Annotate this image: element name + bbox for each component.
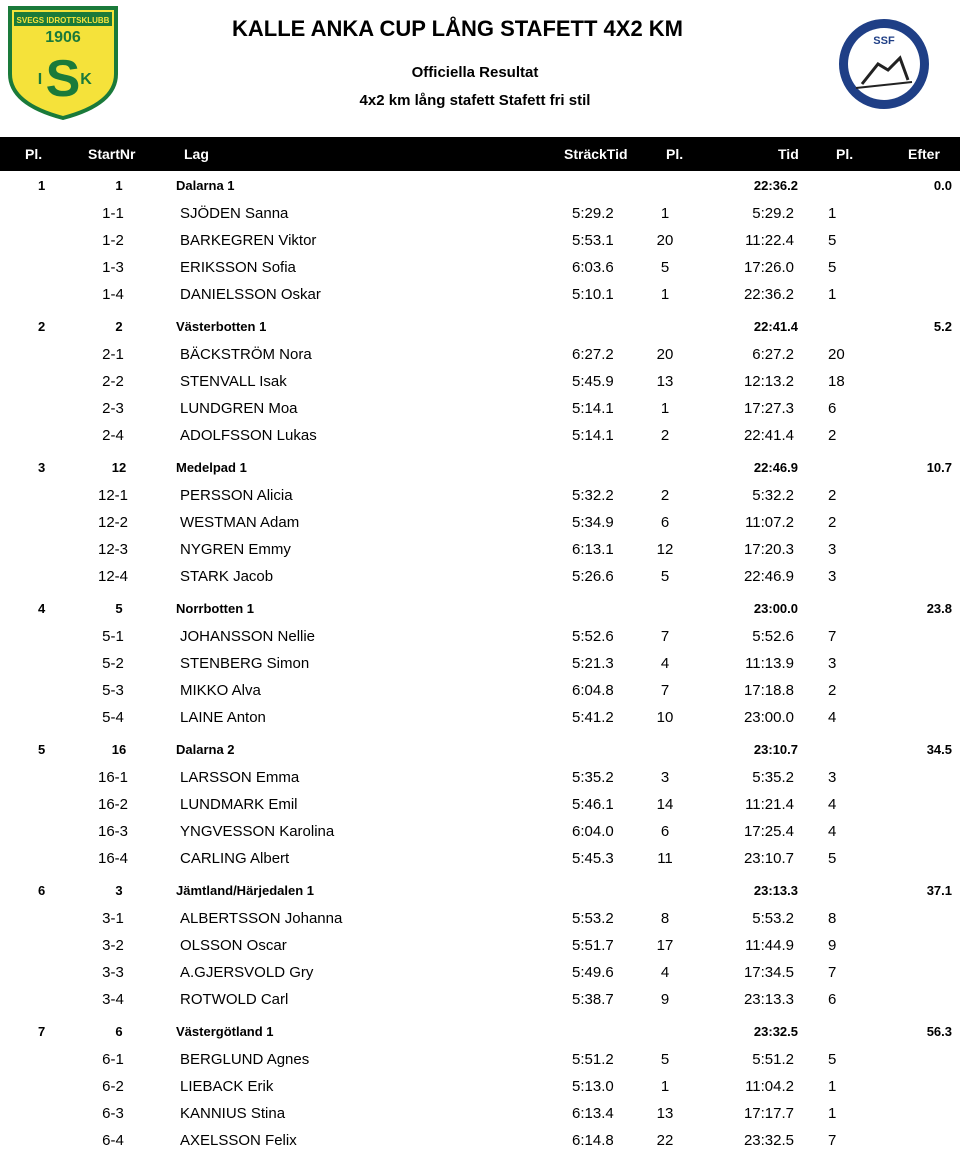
leg-number: 5-3 [102, 682, 124, 699]
leg-total-time: 5:32.2 [752, 487, 794, 504]
team-time: 22:46.9 [753, 460, 798, 475]
team-behind: 37.1 [926, 883, 952, 898]
team-place: 3 [38, 460, 46, 475]
leg-row [0, 932, 960, 959]
runner-name: ERIKSSON Sofia [180, 259, 296, 276]
team-row [0, 1017, 960, 1045]
team-block [0, 312, 960, 453]
leg-split-place: 1 [660, 205, 670, 222]
runner-name: LAINE Anton [180, 709, 266, 726]
leg-split-place: 20 [656, 346, 674, 363]
leg-total-place: 1 [828, 1105, 837, 1122]
leg-split-place: 4 [660, 655, 670, 672]
runner-name: OLSSON Oscar [180, 937, 287, 954]
leg-number: 16-4 [97, 850, 129, 867]
leg-number: 1-3 [102, 259, 124, 276]
team-startnr: 5 [115, 601, 123, 616]
runner-name: SJÖDEN Sanna [180, 205, 289, 222]
leg-total-place: 2 [828, 427, 837, 444]
leg-split-place: 1 [660, 400, 670, 417]
leg-split-time: 5:53.1 [572, 232, 614, 249]
leg-number: 5-4 [102, 709, 124, 726]
leg-number: 3-1 [102, 910, 124, 927]
leg-total-time: 12:13.2 [743, 373, 794, 390]
leg-total-place: 2 [828, 514, 837, 531]
leg-split-place: 6 [660, 514, 670, 531]
leg-number: 1-1 [102, 205, 124, 222]
leg-row [0, 704, 960, 731]
leg-split-time: 5:46.1 [572, 796, 614, 813]
leg-row [0, 563, 960, 590]
leg-total-time: 23:32.5 [743, 1132, 794, 1149]
leg-split-time: 5:13.0 [572, 1078, 614, 1095]
team-block [0, 171, 960, 312]
leg-total-time: 5:52.6 [752, 628, 794, 645]
leg-number: 2-1 [102, 346, 124, 363]
team-behind: 34.5 [926, 742, 952, 757]
leg-row [0, 200, 960, 227]
leg-split-place: 17 [656, 937, 674, 954]
leg-total-time: 17:34.5 [743, 964, 794, 981]
leg-row [0, 623, 960, 650]
leg-split-time: 5:38.7 [572, 991, 614, 1008]
leg-total-place: 7 [828, 628, 837, 645]
team-behind: 10.7 [926, 460, 952, 475]
team-row [0, 171, 960, 199]
page-subtitle: Officiella Resultat [411, 64, 539, 81]
leg-split-place: 13 [656, 1105, 674, 1122]
team-time: 22:41.4 [753, 319, 798, 334]
runner-name: ROTWOLD Carl [180, 991, 289, 1008]
leg-total-place: 5 [828, 850, 837, 867]
leg-total-place: 4 [828, 796, 837, 813]
leg-row [0, 368, 960, 395]
leg-row [0, 986, 960, 1013]
leg-row [0, 845, 960, 872]
leg-split-place: 6 [660, 823, 670, 840]
team-behind: 0.0 [933, 178, 952, 193]
team-place: 5 [38, 742, 46, 757]
leg-row [0, 482, 960, 509]
team-behind: 23.8 [926, 601, 952, 616]
leg-row [0, 1127, 960, 1154]
leg-split-time: 5:10.1 [572, 286, 614, 303]
leg-split-time: 6:27.2 [572, 346, 614, 363]
leg-split-place: 10 [656, 709, 674, 726]
leg-total-time: 22:36.2 [743, 286, 794, 303]
team-place: 2 [38, 319, 46, 334]
leg-row [0, 422, 960, 449]
leg-total-time: 5:29.2 [752, 205, 794, 222]
team-row [0, 876, 960, 904]
leg-row [0, 227, 960, 254]
team-name: Dalarna 1 [176, 178, 235, 193]
team-block [0, 1017, 960, 1158]
runner-name: STARK Jacob [180, 568, 274, 585]
leg-row [0, 1073, 960, 1100]
leg-row [0, 341, 960, 368]
leg-split-place: 1 [660, 1078, 670, 1095]
leg-split-place: 2 [660, 487, 670, 504]
leg-split-place: 4 [660, 964, 670, 981]
leg-number: 12-3 [97, 541, 129, 558]
leg-total-time: 11:21.4 [745, 796, 794, 813]
leg-split-place: 9 [660, 991, 670, 1008]
col-startnr: StartNr [88, 146, 136, 162]
leg-total-time: 23:13.3 [743, 991, 794, 1008]
leg-split-place: 5 [660, 259, 670, 276]
leg-number: 3-4 [102, 991, 124, 1008]
leg-row [0, 791, 960, 818]
team-place: 4 [38, 601, 46, 616]
leg-total-time: 17:20.3 [743, 541, 794, 558]
leg-total-place: 7 [828, 1132, 837, 1149]
runner-name: NYGREN Emmy [180, 541, 291, 558]
leg-row [0, 536, 960, 563]
leg-split-time: 5:51.2 [572, 1051, 614, 1068]
leg-split-place: 7 [660, 682, 670, 699]
runner-name: LARSSON Emma [180, 769, 300, 786]
leg-total-place: 8 [828, 910, 837, 927]
runner-name: A.GJERSVOLD Gry [180, 964, 314, 981]
leg-split-time: 5:51.7 [572, 937, 614, 954]
leg-split-time: 5:52.6 [572, 628, 614, 645]
leg-split-time: 6:04.0 [572, 823, 614, 840]
team-row [0, 453, 960, 481]
leg-total-place: 1 [828, 1078, 837, 1095]
leg-total-time: 11:44.9 [745, 937, 794, 954]
team-startnr: 16 [111, 742, 127, 757]
leg-total-place: 1 [828, 286, 837, 303]
leg-total-place: 5 [828, 259, 837, 276]
leg-number: 6-2 [102, 1078, 124, 1095]
leg-total-place: 2 [828, 487, 837, 504]
leg-total-place: 3 [828, 655, 837, 672]
leg-number: 6-3 [102, 1105, 124, 1122]
runner-name: WESTMAN Adam [180, 514, 300, 531]
runner-name: STENVALL Isak [180, 373, 287, 390]
team-name: Västergötland 1 [176, 1024, 274, 1039]
leg-total-time: 11:22.4 [745, 232, 794, 249]
svg-text:I: I [37, 71, 43, 88]
team-place: 7 [38, 1024, 46, 1039]
runner-name: YNGVESSON Karolina [180, 823, 335, 840]
leg-row [0, 395, 960, 422]
team-startnr: 12 [111, 460, 127, 475]
leg-total-place: 5 [828, 1051, 837, 1068]
col-pl: Pl. [25, 146, 43, 162]
leg-number: 12-1 [97, 487, 129, 504]
leg-split-time: 5:14.1 [572, 400, 614, 417]
leg-total-time: 22:41.4 [743, 427, 794, 444]
runner-name: MIKKO Alva [180, 682, 261, 699]
leg-split-place: 7 [660, 628, 670, 645]
runner-name: LUNDGREN Moa [180, 400, 298, 417]
leg-row [0, 818, 960, 845]
team-time: 23:13.3 [753, 883, 798, 898]
leg-row [0, 905, 960, 932]
leg-split-time: 5:45.3 [572, 850, 614, 867]
leg-split-time: 5:14.1 [572, 427, 614, 444]
leg-total-time: 5:51.2 [752, 1051, 794, 1068]
leg-total-time: 17:27.3 [743, 400, 794, 417]
leg-total-place: 3 [828, 568, 837, 585]
team-row [0, 312, 960, 340]
col-efter: Efter [908, 146, 940, 162]
runner-name: LIEBACK Erik [180, 1078, 274, 1095]
runner-name: CARLING Albert [180, 850, 290, 867]
team-startnr: 2 [115, 319, 123, 334]
leg-number: 1-2 [102, 232, 124, 249]
leg-total-place: 6 [828, 991, 837, 1008]
runner-name: ADOLFSSON Lukas [180, 427, 317, 444]
runner-name: STENBERG Simon [180, 655, 310, 672]
team-name: Medelpad 1 [176, 460, 247, 475]
runner-name: DANIELSSON Oskar [180, 286, 321, 303]
team-name: Dalarna 2 [176, 742, 235, 757]
svg-text:1906: 1906 [45, 29, 81, 46]
runner-name: JOHANSSON Nellie [180, 628, 316, 645]
team-startnr: 3 [115, 883, 123, 898]
leg-number: 16-1 [97, 769, 129, 786]
leg-total-place: 1 [828, 205, 837, 222]
svg-text:SVEGS IDROTTSKLUBB: SVEGS IDROTTSKLUBB [16, 16, 110, 25]
leg-row [0, 650, 960, 677]
leg-number: 2-4 [102, 427, 124, 444]
team-time: 23:00.0 [753, 601, 798, 616]
leg-split-time: 5:41.2 [572, 709, 614, 726]
team-time: 22:36.2 [753, 178, 798, 193]
col-pl2: Pl. [666, 146, 684, 162]
leg-number: 12-2 [97, 514, 129, 531]
race-description: 4x2 km lång stafett Stafett fri stil [359, 92, 591, 109]
svg-text:SSF: SSF [873, 35, 895, 47]
leg-total-time: 17:17.7 [743, 1105, 794, 1122]
leg-total-place: 6 [828, 400, 837, 417]
team-row [0, 735, 960, 763]
leg-split-place: 13 [656, 373, 674, 390]
col-tid: Tid [778, 146, 799, 162]
leg-total-place: 18 [828, 373, 845, 390]
leg-total-place: 4 [828, 823, 837, 840]
results-table [0, 171, 960, 1158]
leg-split-time: 6:03.6 [572, 259, 614, 276]
leg-split-place: 20 [656, 232, 674, 249]
leg-total-time: 22:46.9 [743, 568, 794, 585]
team-block [0, 876, 960, 1017]
leg-total-place: 3 [828, 541, 837, 558]
team-time: 23:32.5 [753, 1024, 798, 1039]
runner-name: AXELSSON Felix [180, 1132, 297, 1149]
col-strack: SträckTid [564, 146, 628, 162]
leg-total-place: 4 [828, 709, 837, 726]
leg-split-time: 5:35.2 [572, 769, 614, 786]
leg-total-place: 7 [828, 964, 837, 981]
leg-row [0, 764, 960, 791]
leg-number: 6-1 [102, 1051, 124, 1068]
runner-name: LUNDMARK Emil [180, 796, 298, 813]
leg-split-time: 5:53.2 [572, 910, 614, 927]
leg-total-time: 23:10.7 [743, 850, 794, 867]
leg-row [0, 677, 960, 704]
leg-total-time: 17:18.8 [743, 682, 794, 699]
leg-split-place: 11 [657, 850, 673, 867]
leg-row [0, 959, 960, 986]
leg-number: 2-3 [102, 400, 124, 417]
leg-total-time: 17:25.4 [743, 823, 794, 840]
col-lag: Lag [184, 146, 209, 162]
leg-split-place: 8 [660, 910, 670, 927]
runner-name: BARKEGREN Viktor [180, 232, 317, 249]
team-behind: 5.2 [933, 319, 952, 334]
leg-row [0, 254, 960, 281]
leg-split-place: 22 [656, 1132, 674, 1149]
runner-name: PERSSON Alicia [180, 487, 293, 504]
leg-split-time: 6:13.1 [572, 541, 614, 558]
runner-name: ALBERTSSON Johanna [180, 910, 343, 927]
team-block [0, 735, 960, 876]
runner-name: BÄCKSTRÖM Nora [180, 346, 312, 363]
leg-number: 5-1 [102, 628, 124, 645]
leg-row [0, 1100, 960, 1127]
leg-total-time: 23:00.0 [743, 709, 794, 726]
leg-number: 12-4 [97, 568, 129, 585]
leg-number: 3-3 [102, 964, 124, 981]
leg-split-time: 5:32.2 [572, 487, 614, 504]
leg-split-place: 5 [660, 1051, 670, 1068]
leg-split-place: 1 [660, 286, 670, 303]
leg-split-time: 5:34.9 [572, 514, 614, 531]
team-row [0, 594, 960, 622]
leg-total-time: 17:26.0 [743, 259, 794, 276]
team-startnr: 6 [115, 1024, 123, 1039]
leg-split-time: 6:14.8 [572, 1132, 614, 1149]
team-block [0, 453, 960, 594]
leg-total-place: 5 [828, 232, 837, 249]
leg-number: 3-2 [102, 937, 124, 954]
svg-text:S: S [45, 50, 81, 108]
team-name: Västerbotten 1 [176, 319, 267, 334]
column-header-bar [0, 137, 960, 171]
leg-split-place: 3 [660, 769, 670, 786]
team-startnr: 1 [115, 178, 123, 193]
leg-number: 1-4 [102, 286, 124, 303]
leg-total-place: 2 [828, 682, 837, 699]
leg-row [0, 281, 960, 308]
leg-split-place: 5 [660, 568, 670, 585]
runner-name: KANNIUS Stina [180, 1105, 286, 1122]
team-time: 23:10.7 [753, 742, 798, 757]
leg-split-time: 5:45.9 [572, 373, 614, 390]
runner-name: BERGLUND Agnes [180, 1051, 310, 1068]
leg-total-time: 11:07.2 [745, 514, 794, 531]
leg-total-time: 5:53.2 [752, 910, 794, 927]
leg-total-time: 6:27.2 [752, 346, 794, 363]
team-place: 6 [38, 883, 46, 898]
leg-number: 2-2 [102, 373, 124, 390]
leg-split-place: 2 [660, 427, 670, 444]
team-name: Norrbotten 1 [176, 601, 254, 616]
leg-split-time: 5:49.6 [572, 964, 614, 981]
page-title: KALLE ANKA CUP LÅNG STAFETT 4X2 KM [232, 16, 684, 41]
leg-total-time: 11:04.2 [745, 1078, 794, 1095]
col-pl3: Pl. [836, 146, 854, 162]
leg-split-time: 5:29.2 [572, 205, 614, 222]
leg-split-time: 5:21.3 [572, 655, 614, 672]
leg-split-time: 6:04.8 [572, 682, 614, 699]
leg-total-time: 11:13.9 [745, 655, 794, 672]
leg-row [0, 509, 960, 536]
leg-number: 5-2 [102, 655, 124, 672]
leg-number: 6-4 [102, 1132, 124, 1149]
team-place: 1 [38, 178, 46, 193]
leg-split-time: 6:13.4 [572, 1105, 614, 1122]
leg-split-place: 14 [656, 796, 674, 813]
leg-split-place: 12 [656, 541, 674, 558]
leg-number: 16-3 [97, 823, 129, 840]
leg-total-place: 9 [828, 937, 837, 954]
svg-text:K: K [80, 71, 92, 88]
leg-total-place: 20 [828, 346, 845, 363]
leg-total-place: 3 [828, 769, 837, 786]
leg-number: 16-2 [97, 796, 129, 813]
leg-total-time: 5:35.2 [752, 769, 794, 786]
leg-split-time: 5:26.6 [572, 568, 614, 585]
team-name: Jämtland/Härjedalen 1 [176, 883, 314, 898]
team-block [0, 594, 960, 735]
leg-row [0, 1046, 960, 1073]
team-behind: 56.3 [926, 1024, 952, 1039]
